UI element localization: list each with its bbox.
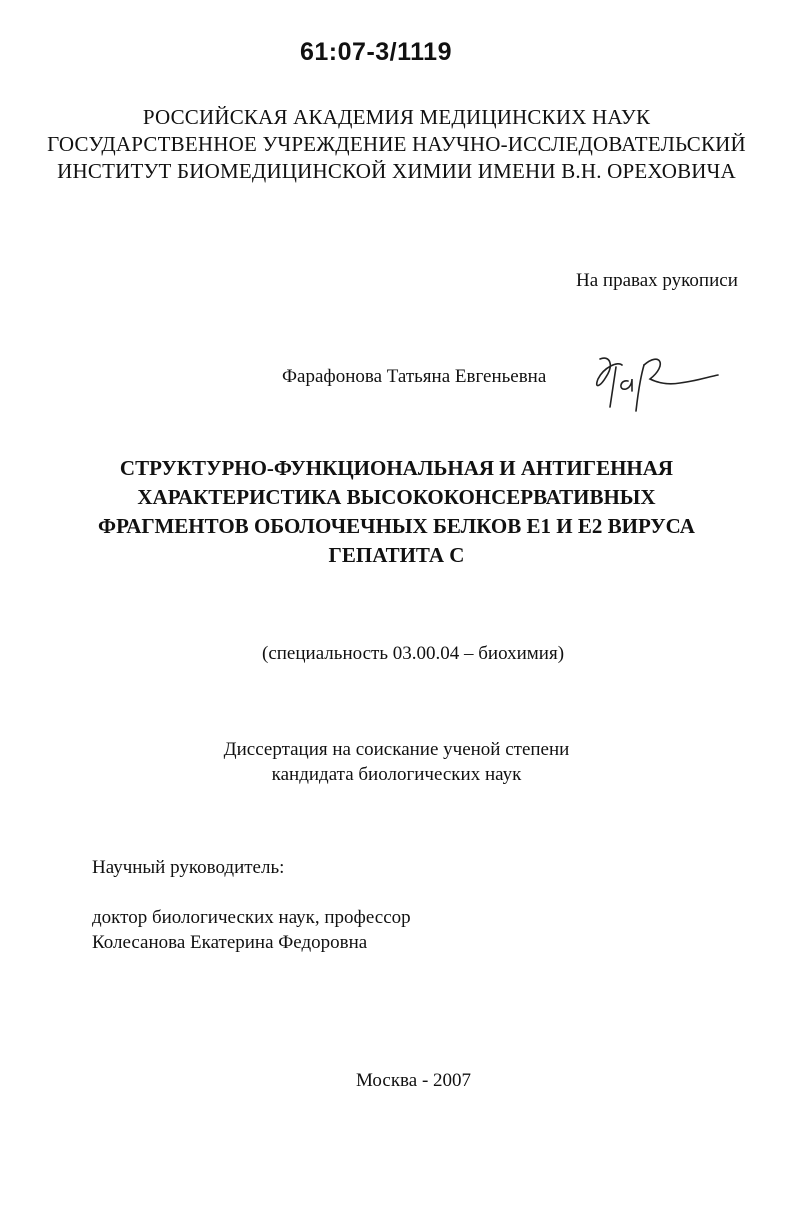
city-year: Москва - 2007 xyxy=(356,1070,472,1091)
specialty: (специальность 03.00.04 – биохимия) xyxy=(262,643,565,664)
institution-line-3: ИНСТИТУТ БИОМЕДИЦИНСКОЙ ХИМИИ ИМЕНИ В.Н. ОРЕХОВИЧА xyxy=(57,159,736,183)
thesis-line-1: Диссертация на соискание ученой степени xyxy=(223,739,570,760)
institution-line-1: РОССИЙСКАЯ АКАДЕМИЯ МЕДИЦИНСКИХ НАУК xyxy=(142,105,651,129)
title-line-3: ФРАГМЕНТОВ ОБОЛОЧЕЧНЫХ БЕЛКОВ Е1 И Е2 ВИРУСА xyxy=(98,514,695,538)
title-line-1: СТРУКТУРНО-ФУНКЦИОНАЛЬНАЯ И АНТИГЕННАЯ xyxy=(119,456,674,480)
institution-line-2: ГОСУДАРСТВЕННОЕ УЧРЕЖДЕНИЕ НАУЧНО-ИССЛЕДОВАТЕЛЬСКИЙ xyxy=(47,132,746,156)
manuscript-rights-note: На правах рукописи xyxy=(576,270,738,291)
author-name: Фарафонова Татьяна Евгеньевна xyxy=(282,366,547,387)
title-line-4: ГЕПАТИТА С xyxy=(328,543,465,567)
supervisor-name: Колесанова Екатерина Федоровна xyxy=(92,932,368,953)
author-signature xyxy=(588,345,723,415)
title-line-2: ХАРАКТЕРИСТИКА ВЫСОКОКОНСЕРВАТИВНЫХ xyxy=(137,485,656,509)
supervisor-label: Научный руководитель: xyxy=(92,857,285,878)
supervisor-degree: доктор биологических наук, профессор xyxy=(92,907,411,928)
thesis-line-2: кандидата биологических наук xyxy=(271,764,522,785)
document-code: 61:07-3/1119 xyxy=(300,38,452,66)
